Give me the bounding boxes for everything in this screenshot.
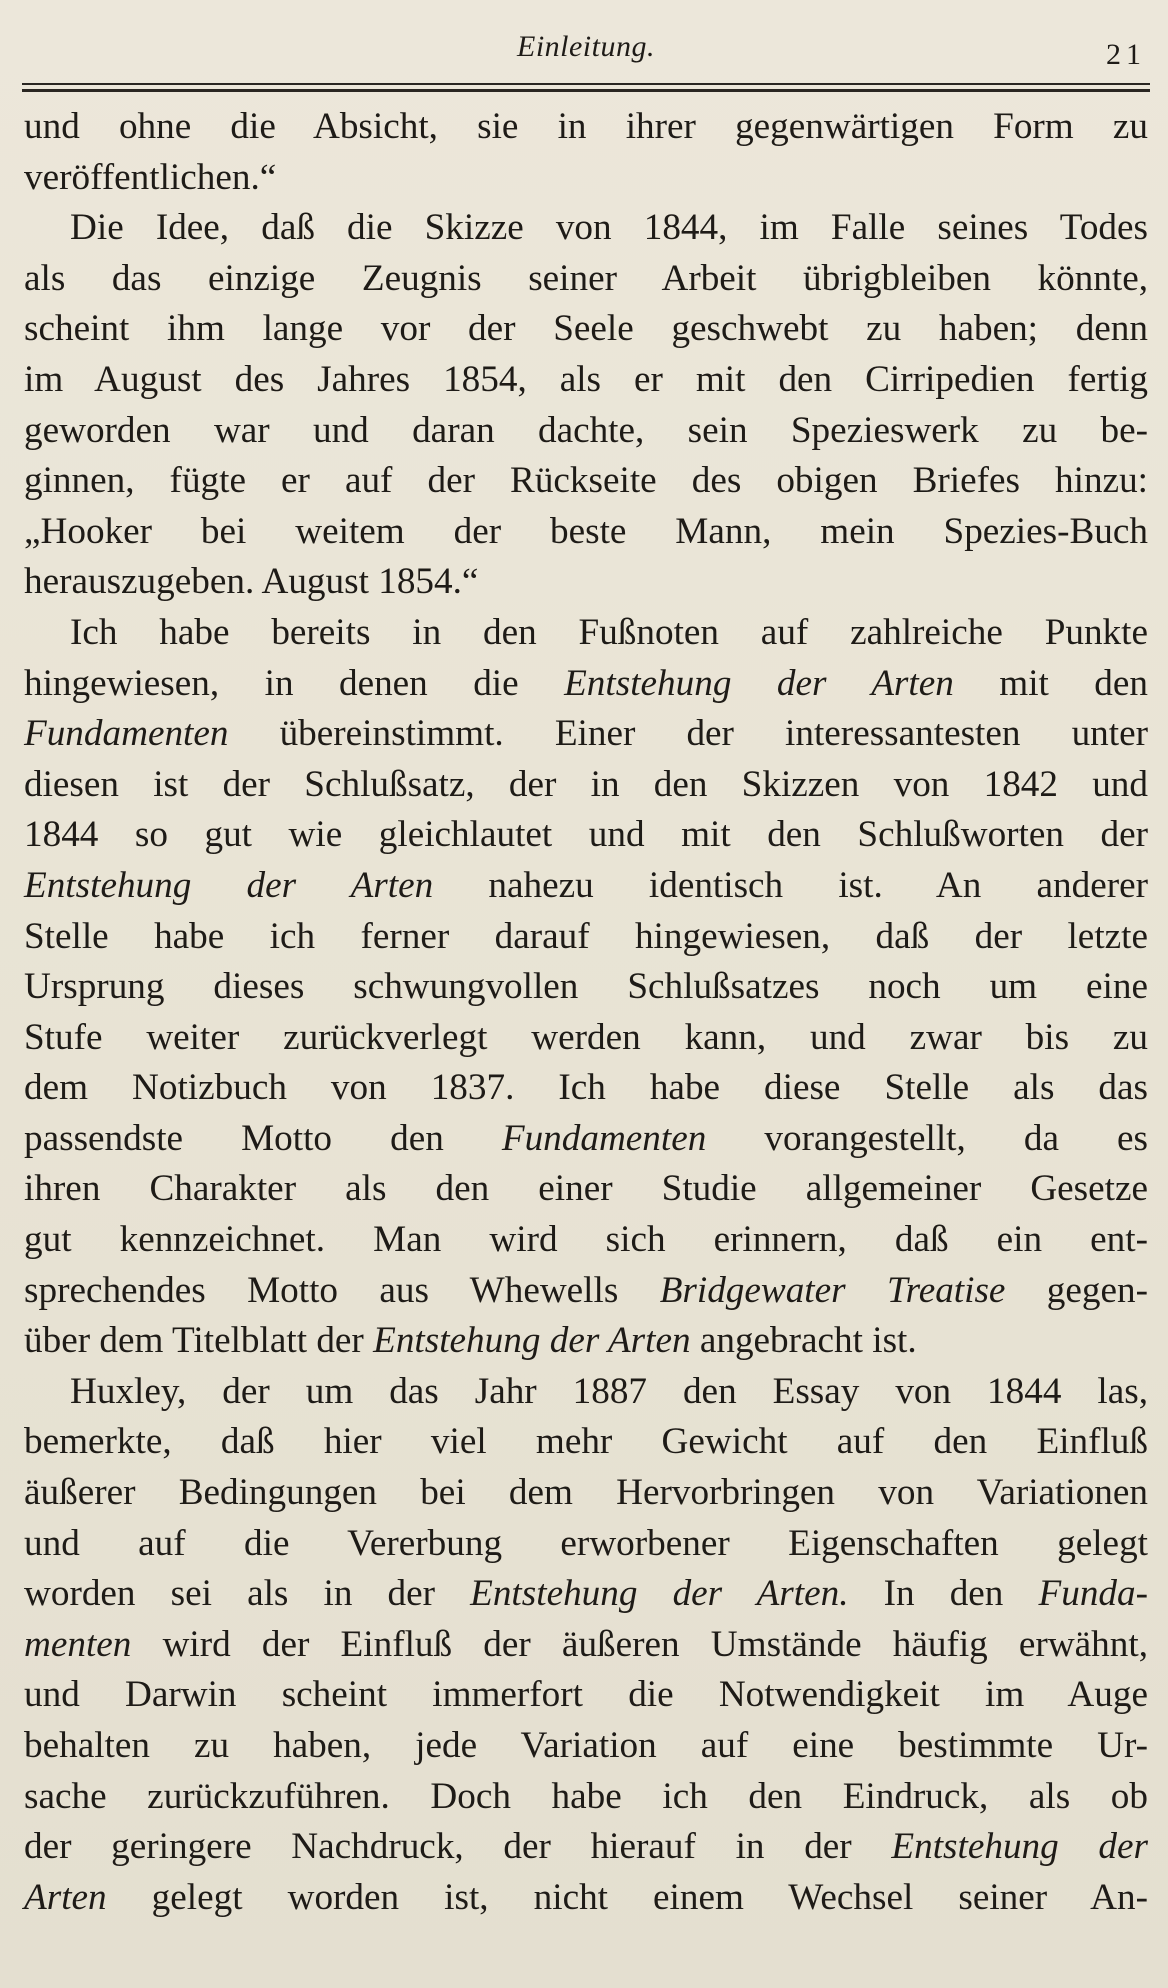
text-line: als das einzige Zeugnis seiner Arbeit übrigbleiben könnte,: [24, 257, 1148, 299]
running-title: Einleitung.: [517, 30, 655, 63]
text-line: passendste Motto den Fundamenten vorangestellt, da es: [24, 1117, 1148, 1159]
text-line: Ursprung dieses schwungvollen Schlußsatzes noch um eine: [24, 966, 1148, 1008]
text-line: ginnen, fügte er auf der Rückseite des obigen Briefes hinzu:: [24, 460, 1148, 502]
text-line: Huxley, der um das Jahr 1887 den Essay von 1844 las,: [70, 1370, 1148, 1412]
text-line: veröffentlichen.“: [24, 156, 277, 198]
text-line: geworden war und daran dachte, sein Spezieswerk zu be-: [24, 409, 1148, 451]
text-line: scheint ihm lange vor der Seele geschwebt zu haben; denn: [24, 308, 1148, 350]
text-line: dem Notizbuch von 1837. Ich habe diese Stelle als das: [24, 1067, 1148, 1109]
text-line: Die Idee, daß die Skizze von 1844, im Falle seines Todes: [70, 207, 1148, 249]
header-rule-thin: [22, 83, 1150, 85]
text-line: der geringere Nachdruck, der hierauf in der Entstehung der: [24, 1826, 1149, 1868]
text-line: Entstehung der Arten nahezu identisch ist. An anderer: [24, 864, 1149, 906]
text-line: sache zurückzuführen. Doch habe ich den Eindruck, als ob: [24, 1775, 1148, 1817]
text-line: 1844 so gut wie gleichlautet und mit den Schlußworten der: [24, 814, 1148, 856]
text-line: Arten gelegt worden ist, nicht einem Wechsel seiner An-: [24, 1876, 1148, 1918]
text-line: über dem Titelblatt der Entstehung der Arten angebracht ist.: [24, 1320, 917, 1362]
text-line: diesen ist der Schlußsatz, der in den Skizzen von 1842 und: [24, 763, 1148, 805]
text-line: und ohne die Absicht, sie in ihrer gegenwärtigen Form zu: [24, 106, 1148, 147]
text-line: menten wird der Einfluß der äußeren Umstände häufig erwähnt,: [24, 1623, 1148, 1665]
text-line: Ich habe bereits in den Fußnoten auf zahlreiche Punkte: [70, 611, 1148, 653]
text-line: bemerkte, daß hier viel mehr Gewicht auf den Einfluß: [24, 1421, 1148, 1463]
text-line: Stufe weiter zurückverlegt werden kann, und zwar bis zu: [24, 1016, 1148, 1058]
text-line: Stelle habe ich ferner darauf hingewiesen, daß der letzte: [24, 915, 1148, 957]
text-line: im August des Jahres 1854, als er mit den Cirripedien fertig: [24, 358, 1148, 400]
text-line: Fundamenten übereinstimmt. Einer der interessantesten unter: [24, 713, 1148, 755]
text-line: und Darwin scheint immerfort die Notwendigkeit im Auge: [24, 1674, 1148, 1716]
text-line: ihren Charakter als den einer Studie allgemeiner Gesetze: [24, 1168, 1148, 1210]
text-line: sprechendes Motto aus Whewells Bridgewater Treatise gegen-: [24, 1269, 1148, 1311]
page-number: 21: [1106, 38, 1146, 71]
text-line: gut kennzeichnet. Man wird sich erinnern, daß ein ent-: [24, 1219, 1148, 1261]
text-line: behalten zu haben, jede Variation auf eine bestimmte Ur-: [24, 1725, 1148, 1766]
running-header: [22, 20, 1150, 72]
text-line: herauszugeben. August 1854.“: [24, 561, 479, 603]
header-rule-thick: [22, 89, 1150, 92]
text-line: „Hooker bei weitem der beste Mann, mein Spezies-Buch: [24, 510, 1148, 552]
text-line: und auf die Vererbung erworbener Eigenschaften gelegt: [24, 1522, 1148, 1564]
text-line: äußerer Bedingungen bei dem Hervorbringen von Variationen: [24, 1472, 1148, 1514]
text-line: worden sei als in der Entstehung der Arten. In den Funda-: [24, 1573, 1148, 1615]
text-line: hingewiesen, in denen die Entstehung der Arten mit den: [24, 662, 1148, 704]
body-text: [24, 102, 1148, 1923]
